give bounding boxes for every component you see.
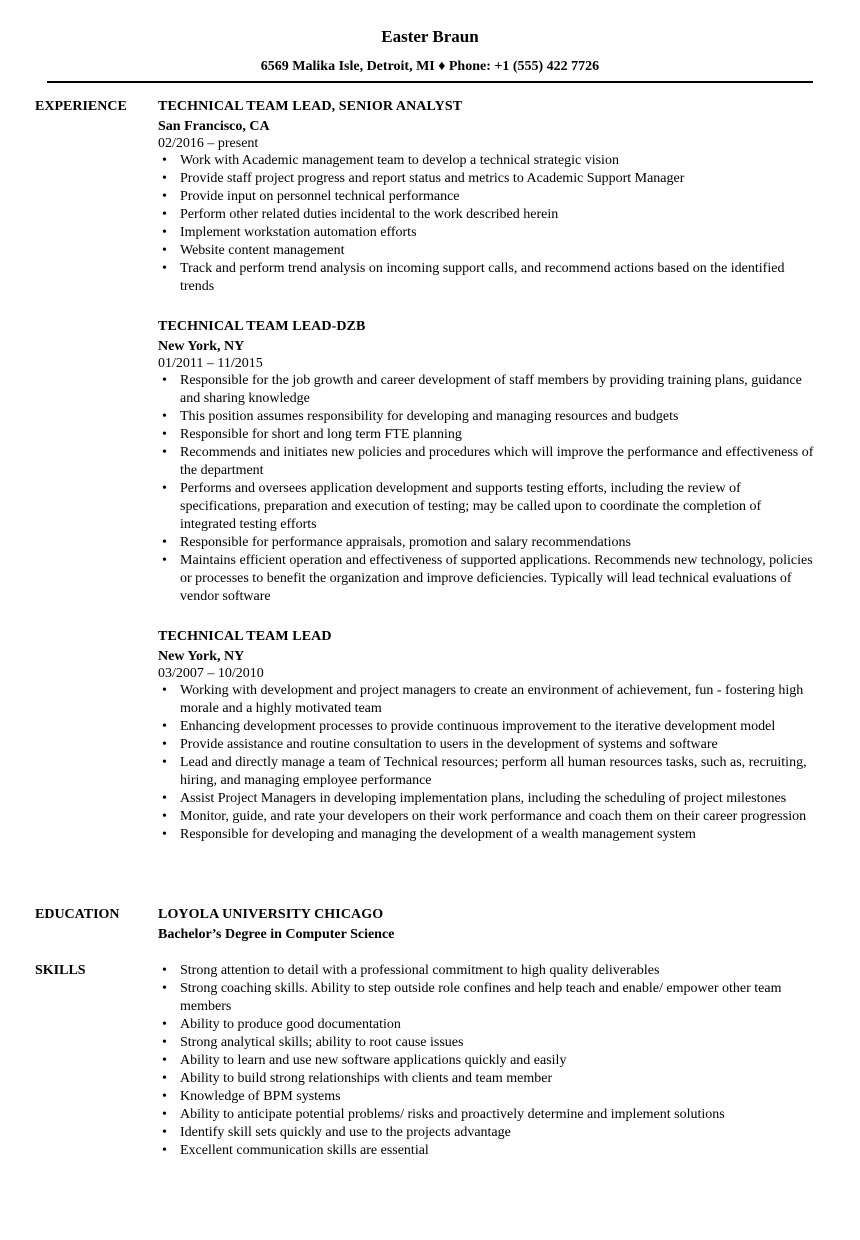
job-entry: [158, 318, 818, 606]
bullet-icon: •: [162, 171, 167, 186]
job-dates: 01/2011 – 11/2015: [158, 356, 263, 371]
candidate-name: Easter Braun: [381, 27, 479, 46]
job-bullets: [158, 682, 818, 844]
bullet-icon: •: [162, 791, 167, 806]
job-bullets: [158, 152, 818, 296]
bullet-icon: •: [162, 409, 167, 424]
experience-list: [158, 98, 818, 866]
resume-header: [0, 0, 860, 83]
bullet-icon: •: [162, 243, 167, 258]
bullet-icon: •: [162, 981, 167, 996]
list-item: • Ability to build strong relationships with clients and team member: [162, 1071, 553, 1086]
job-entry: [158, 98, 818, 296]
list-item: • Perform other related duties incidental to the work described herein: [162, 207, 559, 222]
bullet-icon: •: [162, 373, 167, 388]
bullet-icon: •: [162, 737, 167, 752]
bullet-icon: •: [162, 1017, 167, 1032]
bullet-icon: •: [162, 1053, 167, 1068]
experience-heading: EXPERIENCE: [35, 99, 127, 114]
list-item: • Track and perform trend analysis on incoming support calls, and recommend actions based on the identified trends: [162, 261, 785, 294]
list-item: • Website content management: [162, 243, 345, 258]
job-location: New York, NY: [158, 649, 245, 664]
list-item: • Knowledge of BPM systems: [162, 1089, 341, 1104]
header-divider: [47, 81, 813, 83]
bullet-icon: •: [162, 553, 167, 568]
list-item: • Performs and oversees application development and supports testing efforts, including the review of specifications, preparation and execution of testing; may be called upon to coordinate the completion of integrated testing efforts: [162, 481, 762, 532]
list-item: • Monitor, guide, and rate your developers on their work performance and coach them on their career progression: [162, 809, 807, 824]
list-item: • Responsible for performance appraisals, promotion and salary recommendations: [162, 535, 631, 550]
job-entry: [158, 628, 818, 844]
bullet-icon: •: [162, 827, 167, 842]
bullet-icon: •: [162, 1035, 167, 1050]
job-dates: 03/2007 – 10/2010: [158, 666, 264, 681]
list-item: • Work with Academic management team to develop a technical strategic vision: [162, 153, 619, 168]
list-item: • Identify skill sets quickly and use to the projects advantage: [162, 1125, 511, 1140]
education-entry: [158, 906, 818, 944]
bullet-icon: •: [162, 755, 167, 770]
bullet-icon: •: [162, 261, 167, 276]
skills-list: [158, 962, 818, 1160]
list-item: • Maintains efficient operation and effectiveness of supported applications. Recommends new technology, policies or processes to benefit the organization and improve deficiencies. Typically will lead technical evaluations of vendor software: [162, 553, 813, 604]
list-item: • Working with development and project managers to create an environment of achievement, fun - fostering high morale and a highly motivated team: [162, 683, 804, 716]
degree-name: Bachelor’s Degree in Computer Science: [158, 927, 395, 942]
list-item: • Strong analytical skills; ability to root cause issues: [162, 1035, 464, 1050]
bullet-icon: •: [162, 225, 167, 240]
contact-line: 6569 Malika Isle, Detroit, MI ♦ Phone: +1 (555) 422 7726: [260, 59, 600, 74]
list-item: • Ability to anticipate potential problems/ risks and proactively determine and implement solutions: [162, 1107, 725, 1122]
bullet-icon: •: [162, 683, 167, 698]
education-heading: EDUCATION: [35, 907, 120, 922]
list-item: • Responsible for the job growth and career development of staff members by providing training plans, guidance and sharing knowledge: [162, 373, 802, 406]
list-item: • Recommends and initiates new policies and procedures which will improve the performance and effectiveness of the department: [162, 445, 814, 478]
job-title: TECHNICAL TEAM LEAD, SENIOR ANALYST: [158, 99, 463, 114]
job-location: San Francisco, CA: [158, 119, 270, 134]
bullet-icon: •: [162, 207, 167, 222]
list-item: • Provide staff project progress and report status and metrics to Academic Support Manager: [162, 171, 685, 186]
list-item: • Ability to learn and use new software applications quickly and easily: [162, 1053, 567, 1068]
bullet-icon: •: [162, 481, 167, 496]
list-item: • Lead and directly manage a team of Technical resources; perform all human resources tasks, such as, recruiting, hiring, and managing employee performance: [162, 755, 807, 788]
list-item: • Strong attention to detail with a professional commitment to high quality deliverables: [162, 963, 660, 978]
job-title: TECHNICAL TEAM LEAD: [158, 629, 332, 644]
bullet-icon: •: [162, 427, 167, 442]
job-dates: 02/2016 – present: [158, 136, 259, 151]
list-item: • Enhancing development processes to provide continuous improvement to the iterative development model: [162, 719, 776, 734]
bullet-icon: •: [162, 1125, 167, 1140]
job-location: New York, NY: [158, 339, 245, 354]
list-item: • Strong coaching skills. Ability to step outside role confines and help teach and enable/ empower other team members: [162, 981, 782, 1014]
job-bullets: [158, 372, 818, 606]
list-item: • Provide assistance and routine consultation to users in the development of systems and software: [162, 737, 718, 752]
bullet-icon: •: [162, 719, 167, 734]
bullet-icon: •: [162, 535, 167, 550]
school-name: LOYOLA UNIVERSITY CHICAGO: [158, 907, 384, 922]
list-item: • Implement workstation automation efforts: [162, 225, 417, 240]
bullet-icon: •: [162, 1089, 167, 1104]
bullet-icon: •: [162, 1143, 167, 1158]
bullet-icon: •: [162, 189, 167, 204]
bullet-icon: •: [162, 963, 167, 978]
skills-bullets: [158, 962, 818, 1160]
list-item: • Responsible for short and long term FTE planning: [162, 427, 462, 442]
list-item: • Provide input on personnel technical performance: [162, 189, 460, 204]
bullet-icon: •: [162, 445, 167, 460]
bullet-icon: •: [162, 1071, 167, 1086]
list-item: • Excellent communication skills are essential: [162, 1143, 429, 1158]
list-item: • This position assumes responsibility for developing and managing resources and budgets: [162, 409, 679, 424]
list-item: • Assist Project Managers in developing implementation plans, including the scheduling of project milestones: [162, 791, 787, 806]
job-title: TECHNICAL TEAM LEAD-DZB: [158, 319, 366, 334]
bullet-icon: •: [162, 1107, 167, 1122]
bullet-icon: •: [162, 809, 167, 824]
skills-heading: SKILLS: [35, 963, 86, 978]
list-item: • Ability to produce good documentation: [162, 1017, 401, 1032]
list-item: • Responsible for developing and managing the development of a wealth management system: [162, 827, 696, 842]
bullet-icon: •: [162, 153, 167, 168]
